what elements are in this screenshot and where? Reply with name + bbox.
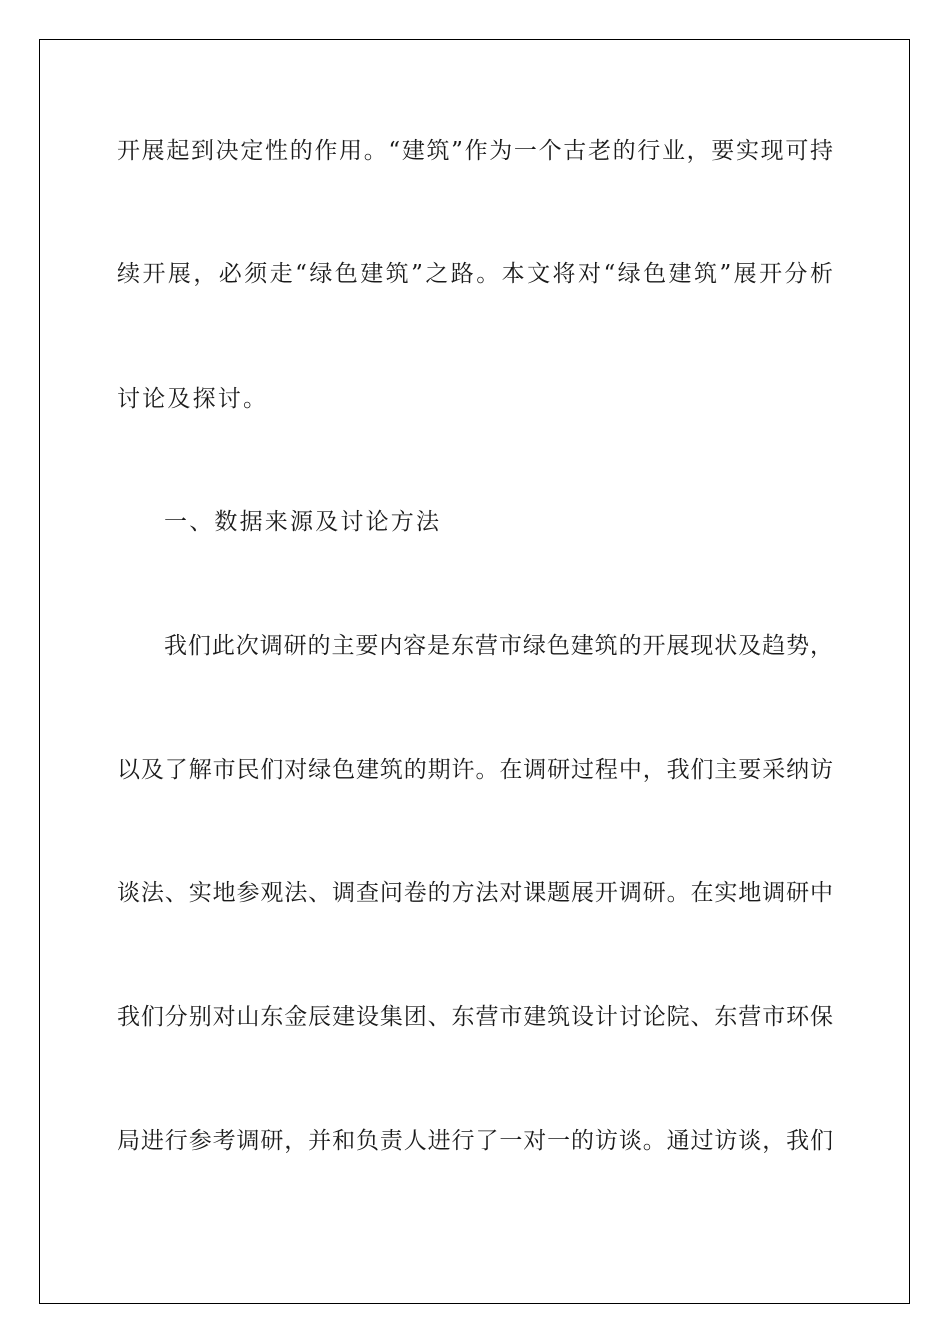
paragraph-line: 续开展，必须走“绿色建筑”之路。本文将对“绿色建筑”展开分析 (117, 261, 833, 287)
paragraph-line: 开展起到决定性的作用。“建筑”作为一个古老的行业，要实现可持 (117, 138, 833, 164)
section-heading: 一、数据来源及讨论方法 (164, 509, 442, 535)
paragraph-line: 讨论及探讨。 (117, 386, 269, 412)
page-border (39, 39, 910, 1304)
paragraph-line: 我们分别对山东金辰建设集团、东营市建筑设计讨论院、东营市环保 (117, 1004, 833, 1030)
paragraph-line: 局进行参考调研，并和负责人进行了一对一的访谈。通过访谈，我们 (117, 1128, 833, 1154)
paragraph-line: 我们此次调研的主要内容是东营市绿色建筑的开展现状及趋势， (164, 633, 833, 659)
paragraph-line: 以及了解市民们对绿色建筑的期许。在调研过程中，我们主要采纳访 (117, 757, 833, 783)
paragraph-line: 谈法、实地参观法、调查问卷的方法对课题展开调研。在实地调研中 (117, 880, 833, 906)
